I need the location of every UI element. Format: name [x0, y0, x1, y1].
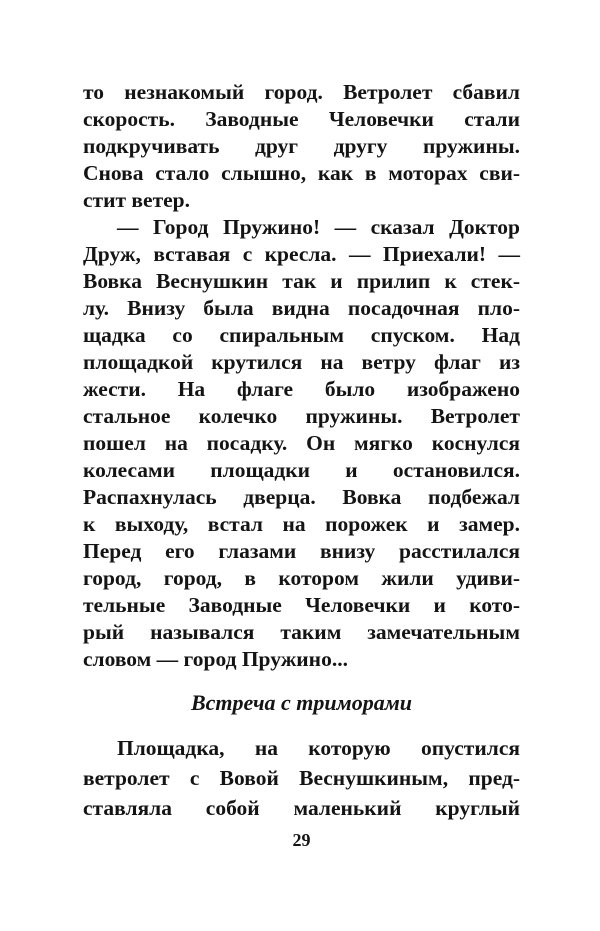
text-line: Перед его глазами внизу расстилался [83, 539, 520, 563]
text-line: ставляла собой маленький круглый [83, 796, 520, 820]
text-line: Площадка, на которую опустился [117, 736, 520, 760]
text-line: скорость. Заводные Человечки стали [83, 107, 520, 131]
text-line: пошел на посадку. Он мягко коснулся [83, 431, 520, 455]
text-line: стальное колечко пружины. Ветролет [83, 404, 520, 428]
text-line: Распахнулась дверца. Вовка подбежал [83, 485, 520, 509]
text-line: тельные Заводные Человечки и кото- [83, 593, 520, 617]
text-line: подкручивать друг другу пружины. [83, 134, 520, 158]
text-line: Друж, вставая с кресла. — Приехали! — [83, 242, 520, 266]
text-line: ветролет с Вовой Веснушкиным, пред- [83, 766, 520, 790]
chapter-heading: Встреча с триморами [190, 690, 413, 715]
text-line: лу. Внизу была видна посадочная пло- [83, 296, 520, 320]
text-line: словом — город Пружино... [83, 647, 348, 671]
text-line: — Город Пружино! — сказал Доктор [117, 215, 520, 239]
text-line: площадкой крутился на ветру флаг из [83, 350, 520, 374]
text-line: Вовка Веснушкин так и прилип к стек- [83, 269, 520, 293]
text-line: Снова стало слышно, как в моторах сви- [83, 161, 520, 185]
text-line: рый назывался таким замечательным [83, 620, 520, 644]
text-line: жести. На флаге было изображено [83, 377, 520, 401]
text-line: колесами площадки и остановился. [83, 458, 520, 482]
text-line: город, город, в котором жили удиви- [83, 566, 520, 590]
text-line: стит ветер. [83, 188, 191, 212]
text-line: то незнакомый город. Ветролет сбавил [83, 80, 520, 104]
text-line: к выходу, встал на порожек и замер. [83, 512, 520, 536]
text-line: щадка со спиральным спуском. Над [83, 323, 520, 347]
page-number: 29 [292, 830, 311, 850]
